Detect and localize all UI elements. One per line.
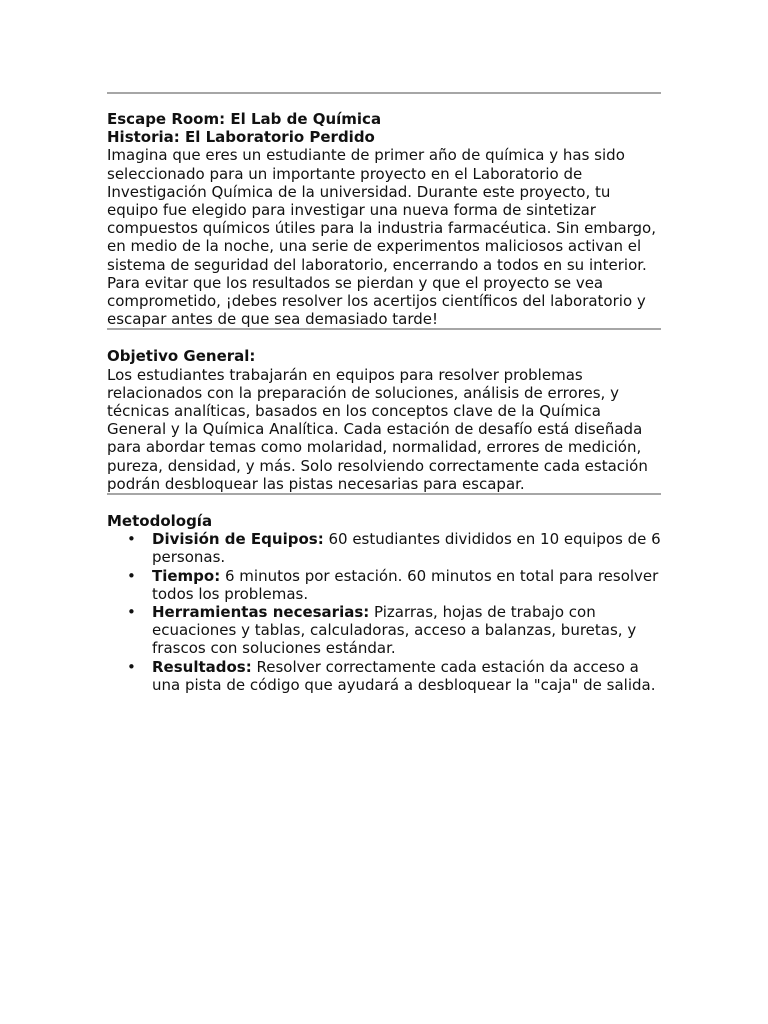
methodology-item-label: Herramientas necesarias:	[152, 603, 370, 622]
methodology-item-tools	[107, 603, 661, 658]
bullet-icon: •	[127, 530, 136, 549]
methodology-item-text: Resolver correctamente cada estación da acceso a una pista de código que ayudará a desbloquear la "caja" de salida.	[152, 657, 656, 694]
methodology-item-results	[107, 658, 661, 694]
document-title: Escape Room: El Lab de Química	[107, 110, 382, 128]
methodology-heading: Metodología	[107, 512, 213, 531]
document-page	[107, 92, 661, 694]
story-heading: Historia: El Laboratorio Perdido	[107, 128, 375, 147]
methodology-item-label: Resultados:	[152, 657, 252, 676]
bullet-icon: •	[127, 603, 136, 622]
bullet-icon: •	[127, 657, 136, 676]
methodology-item-label: Tiempo:	[152, 566, 221, 585]
methodology-item-time	[107, 567, 661, 603]
objective-body: Los estudiantes trabajarán en equipos para resolver problemas relacionados con la preparación de soluciones, análisis de errores, y técnicas analíticas, basados en los conceptos clave de la Química General y la Química Analítica. Cada estación de desafío está diseñada para abordar temas como molaridad, normalidad, errores de medición, pureza, densidad, y más. Solo resolviendo correctamente cada estación podrán desbloquear las pistas necesarias para escapar.	[107, 365, 648, 493]
objective-heading: Objetivo General:	[107, 347, 256, 366]
bullet-icon: •	[127, 566, 136, 585]
methodology-item-text: 60 estudiantes divididos en 10 equipos de 6 personas.	[152, 530, 661, 567]
methodology-item-text: Pizarras, hojas de trabajo con ecuaciones y tablas, calculadoras, acceso a balanzas, buretas, y frascos con soluciones estándar.	[152, 603, 637, 658]
methodology-item-text: 6 minutos por estación. 60 minutos en total para resolver todos los problemas.	[152, 566, 659, 603]
methodology-item-teams	[107, 530, 661, 566]
story-body: Imagina que eres un estudiante de primer año de química y has sido seleccionado para un importante proyecto en el Laboratorio de Investigación Química de la universidad. Durante este proyecto, tu equipo fue elegido para investigar una nueva forma de sintetizar compuestos químicos útiles para la industria farmacéutica. Sin embargo, en medio de la noche, una serie de experimentos maliciosos activan el sistema de seguridad del laboratorio, encerrando a todos en su interior. Para evitar que los resultados se pierdan y que el proyecto se vea comprometido, ¡debes resolver los acertijos científicos del laboratorio y escapar antes de que sea demasiado tarde!	[107, 146, 657, 329]
methodology-list	[107, 530, 661, 694]
methodology-item-label: División de Equipos:	[152, 530, 324, 549]
